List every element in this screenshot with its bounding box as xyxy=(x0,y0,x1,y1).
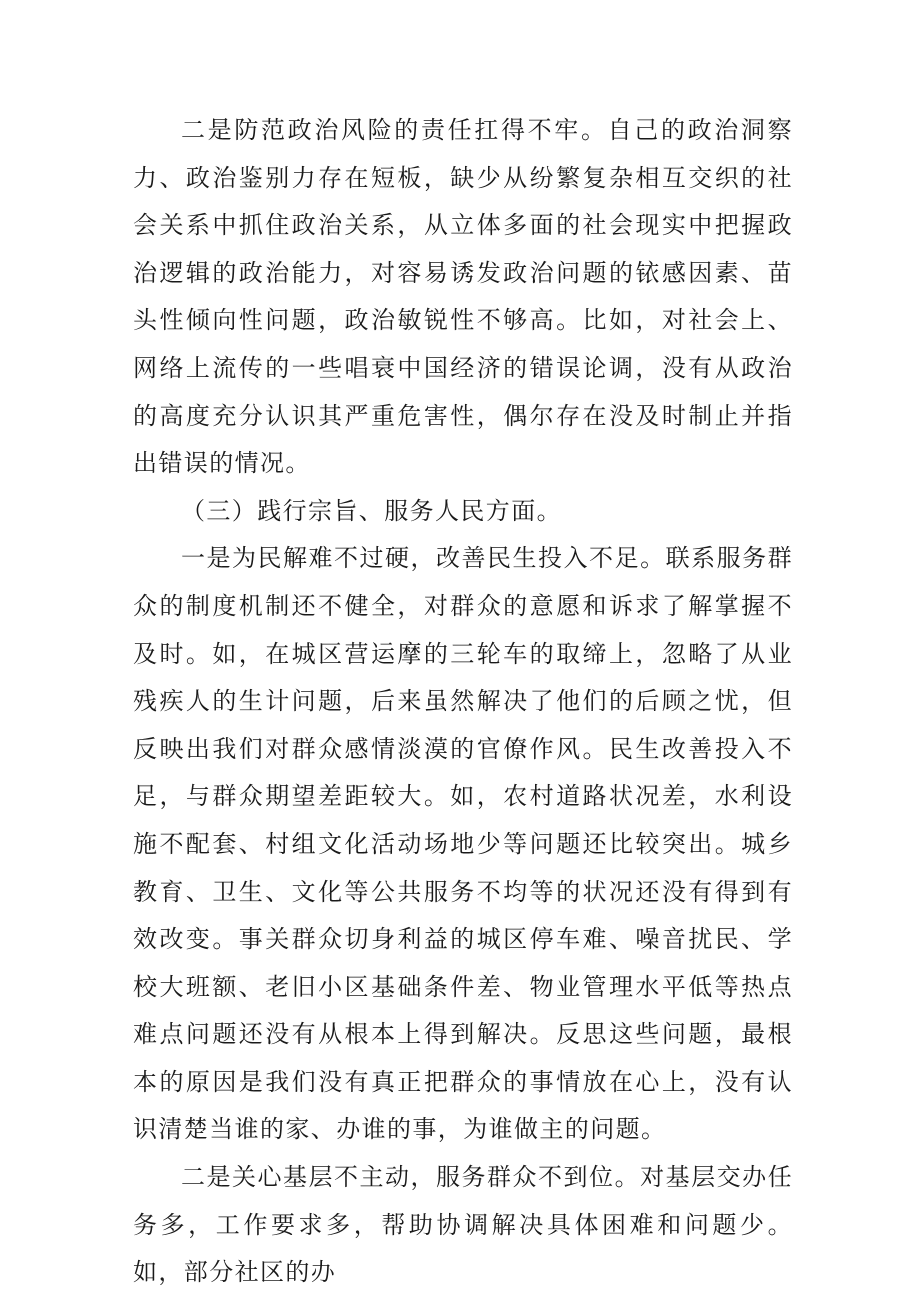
document-body xyxy=(133,107,793,1297)
paragraph-livelihood: 一是为民解难不过硬，改善民生投入不足。联系服务群众的制度机制还不健全，对群众的意愿和诉求了解掌握不及时。如，在城区营运摩的三轮车的取缔上，忽略了从业残疾人的生计问题，后来虽然解决了他们的后顾之忧，但反映出我们对群众感情淡漠的官僚作风。民生改善投入不足，与群众期望差距较大。如，农村道路状况差，水利设施不配套、村组文化活动场地少等问题还比较突出。城乡教育、卫生、文化等公共服务不均等的状况还没有得到有效改变。事关群众切身利益的城区停车难、噪音扰民、学校大班额、老旧小区基础条件差、物业管理水平低等热点难点问题还没有从根本上得到解决。反思这些问题，最根本的原因是我们没有真正把群众的事情放在心上，没有认识清楚当谁的家、办谁的事，为谁做主的问题。 xyxy=(133,544,793,1144)
paragraph-political-risk: 二是防范政治风险的责任扛得不牢。自己的政治洞察力、政治鉴别力存在短板，缺少从纷繁复杂相互交织的社会关系中抓住政治关系，从立体多面的社会现实中把握政治逻辑的政治能力，对容易诱发政治问题的铱感因素、苗头性倾向性问题，政治敏锐性不够高。比如，对社会上、网络上流传的一些唱衰中国经济的错误论调，没有从政治的高度充分认识其严重危害性，偶尔存在没及时制止并指出错误的情况。 xyxy=(133,116,793,478)
paragraph-grassroots: 二是关心基层不主动，服务群众不到位。对基层交办任务多，工作要求多，帮助协调解决具体困难和问题少。如，部分社区的办 xyxy=(133,1163,793,1287)
section-heading-serving-people: （三）践行宗旨、服务人民方面。 xyxy=(181,496,562,525)
